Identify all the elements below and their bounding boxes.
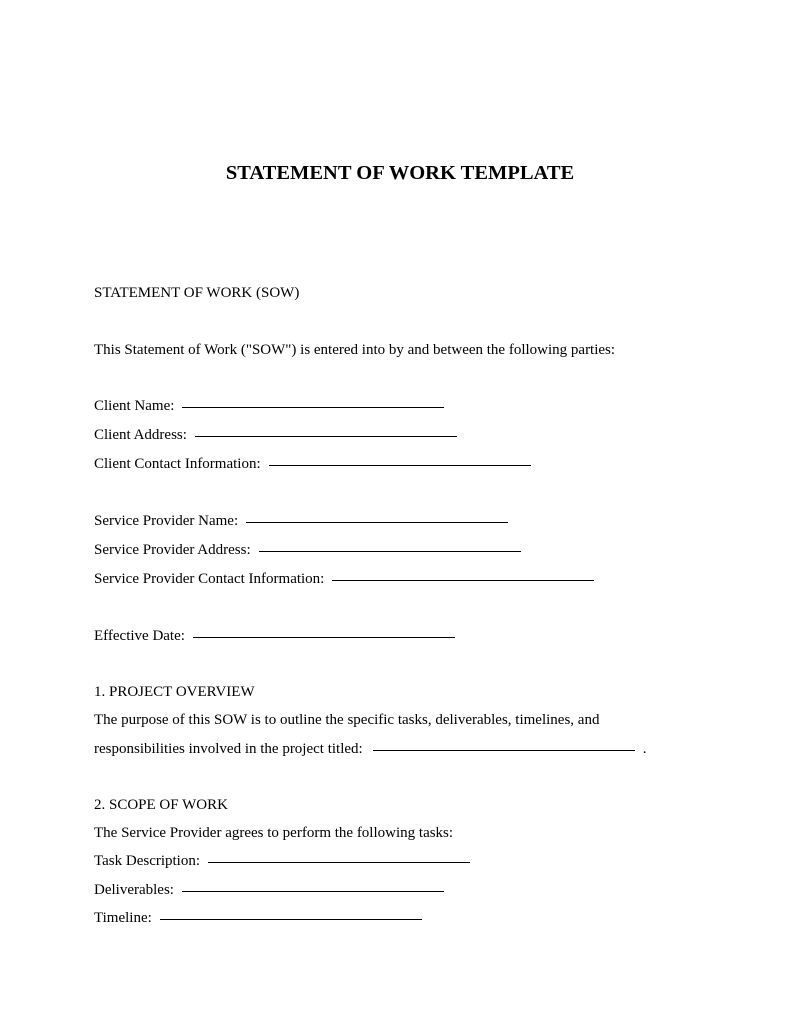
provider-address-blank[interactable] [259,550,521,552]
section2-heading: 2. SCOPE OF WORK [94,797,228,813]
client-address-row [94,425,457,445]
section1-line2 [94,739,646,759]
timeline-blank[interactable] [160,918,422,920]
effective-date-blank[interactable] [193,636,455,638]
provider-name-row [94,511,508,531]
provider-contact-label: Service Provider Contact Information: [94,571,325,587]
effective-date-row [94,626,455,646]
task-description-label: Task Description: [94,853,201,869]
timeline-label: Timeline: [94,910,152,926]
task-description-row [94,851,470,871]
client-contact-row [94,454,531,474]
client-contact-blank[interactable] [269,464,531,466]
section1-heading: 1. PROJECT OVERVIEW [94,684,255,700]
deliverables-row [94,880,444,900]
timeline-row [94,908,422,928]
client-name-blank[interactable] [182,406,444,408]
sow-heading: STATEMENT OF WORK (SOW) [94,285,300,301]
deliverables-label: Deliverables: [94,882,174,898]
provider-contact-row [94,569,594,589]
task-description-blank[interactable] [208,861,470,863]
client-name-row [94,396,444,416]
client-address-label: Client Address: [94,427,187,443]
section2-intro: The Service Provider agrees to perform the following tasks: [94,825,454,841]
document-title: STATEMENT OF WORK TEMPLATE [225,162,575,184]
sentence-period: . [642,741,647,757]
project-title-blank[interactable] [373,749,635,751]
deliverables-blank[interactable] [182,890,444,892]
effective-date-label: Effective Date: [94,628,185,644]
project-title-label: responsibilities involved in the project titled: [94,741,363,757]
client-address-blank[interactable] [195,435,457,437]
provider-name-label: Service Provider Name: [94,513,239,529]
client-name-label: Client Name: [94,398,175,414]
intro-paragraph: This Statement of Work ("SOW") is entered into by and between the following parties: [94,342,616,358]
client-contact-label: Client Contact Information: [94,456,261,472]
provider-address-row [94,540,521,560]
section1-line1: The purpose of this SOW is to outline the specific tasks, deliverables, timelines, and [94,712,600,728]
provider-name-blank[interactable] [246,521,508,523]
provider-contact-blank[interactable] [332,579,594,581]
provider-address-label: Service Provider Address: [94,542,251,558]
